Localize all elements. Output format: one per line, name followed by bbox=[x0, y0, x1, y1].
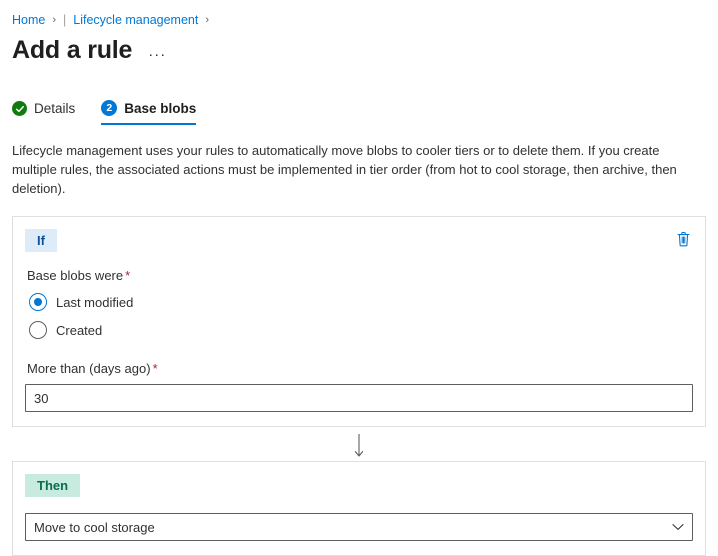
then-card-header bbox=[25, 474, 693, 497]
breadcrumb-pipe: | bbox=[63, 13, 67, 27]
more-than-days-label bbox=[27, 361, 693, 376]
then-chip: Then bbox=[25, 474, 80, 497]
down-arrow-icon bbox=[353, 434, 365, 460]
wizard-tabs bbox=[12, 95, 708, 125]
check-icon bbox=[12, 101, 27, 116]
base-blobs-were-label-text: Base blobs were bbox=[27, 268, 124, 283]
step-number-badge: 2 bbox=[101, 100, 117, 116]
tab-details-label: Details bbox=[34, 101, 76, 116]
if-card-header bbox=[25, 229, 693, 252]
breadcrumb-item-home[interactable]: Home bbox=[12, 13, 46, 27]
radio-created-label: Created bbox=[56, 322, 103, 338]
breadcrumb-separator-icon: › bbox=[52, 14, 57, 26]
page-description: Lifecycle management uses your rules to automatically move blobs to cooler tiers or to delete them. If you create multiple rules, the associated actions must be implemented in tier order (from hot to cool storage, then archive, then deletion). bbox=[12, 143, 677, 196]
breadcrumb bbox=[10, 10, 708, 30]
radio-created-indicator[interactable] bbox=[29, 321, 47, 339]
tab-base-blobs[interactable] bbox=[101, 100, 196, 125]
action-select-value: Move to cool storage bbox=[34, 519, 155, 535]
page-title: Add a rule bbox=[12, 36, 133, 64]
title-row bbox=[12, 36, 708, 65]
breadcrumb-item-lifecycle-management[interactable]: Lifecycle management bbox=[73, 13, 199, 27]
action-select-wrapper bbox=[25, 513, 693, 541]
radio-last-modified[interactable] bbox=[29, 293, 693, 311]
more-options-icon[interactable]: ··· bbox=[148, 46, 167, 63]
flow-connector bbox=[10, 433, 708, 461]
days-ago-input[interactable] bbox=[25, 384, 693, 412]
radio-last-modified-indicator[interactable] bbox=[29, 293, 47, 311]
then-action-card bbox=[12, 461, 706, 556]
radio-last-modified-label: Last modified bbox=[56, 294, 134, 310]
if-chip: If bbox=[25, 229, 57, 252]
more-than-days-label-text: More than (days ago) bbox=[27, 361, 151, 376]
tab-details[interactable] bbox=[12, 101, 75, 125]
radio-created[interactable] bbox=[29, 321, 693, 339]
trash-icon[interactable] bbox=[674, 229, 693, 249]
breadcrumb-separator-icon-2: › bbox=[205, 14, 210, 26]
if-condition-card bbox=[12, 216, 706, 427]
required-asterisk-days: * bbox=[152, 361, 158, 376]
chevron-down-icon[interactable] bbox=[672, 523, 684, 531]
action-select[interactable] bbox=[25, 513, 693, 541]
required-asterisk: * bbox=[125, 268, 131, 283]
base-blobs-were-label bbox=[27, 268, 693, 283]
tab-base-blobs-label: Base blobs bbox=[124, 100, 197, 116]
